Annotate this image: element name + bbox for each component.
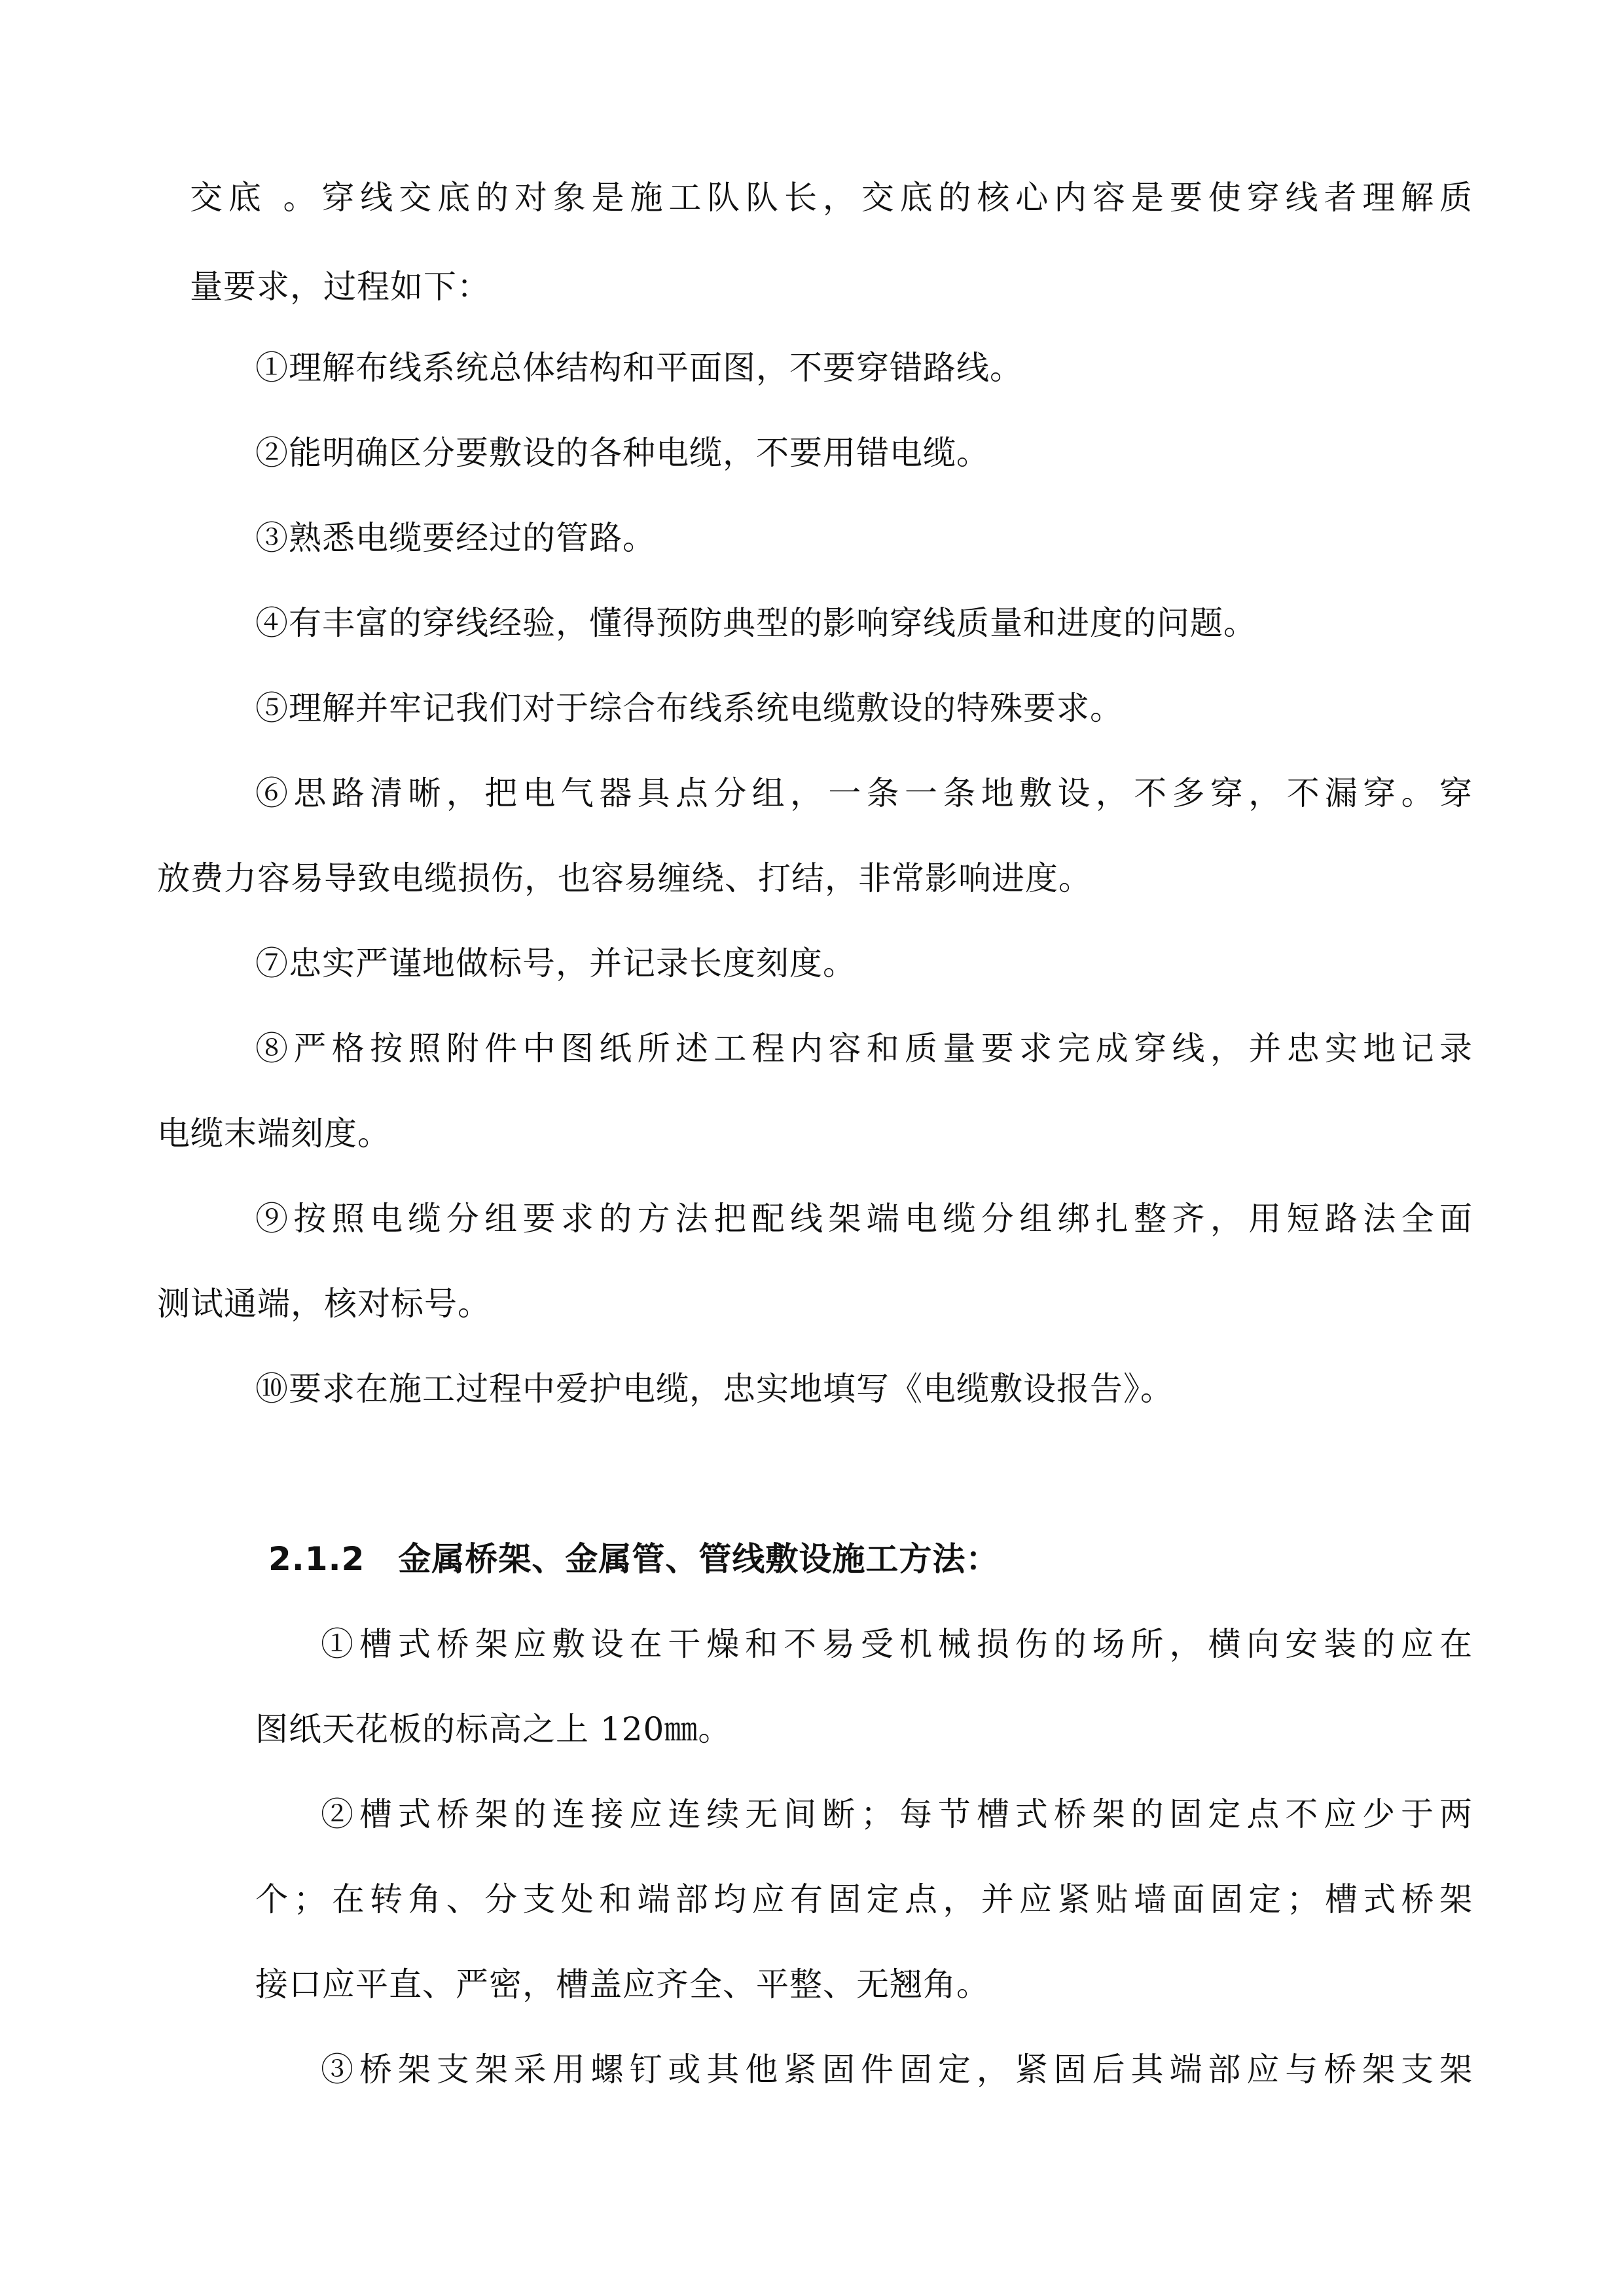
section-heading: 2.1.2 金属桥架、金属管、管线敷设施工方法： [268,1540,1000,1578]
list2-item-1-line-2: 图纸天花板的标高之上 120㎜。 [255,1710,732,1748]
list2-item-1-line-1: ①槽式桥架应敷设在干燥和不易受机械损伤的场所，横向安装的应在 [321,1625,1473,1663]
list1-item-9-line-1: ⑨按照电缆分组要求的方法把配线架端电缆分组绑扎整齐，用短路法全面 [255,1200,1473,1238]
list2-item-2-line-2: 个；在转角、分支处和端部均应有固定点，并应紧贴墙面固定；槽式桥架 [255,1880,1473,1918]
list1-item-8-line-1: ⑧严格按照附件中图纸所述工程内容和质量要求完成穿线，并忠实地记录 [255,1030,1473,1067]
list1-item-7: ⑦忠实严谨地做标号，并记录长度刻度。 [255,944,856,982]
list1-item-8-line-2: 电缆末端刻度。 [157,1115,391,1153]
list1-item-1: ①理解布线系统总体结构和平面图，不要穿错路线。 [255,349,1023,387]
list1-item-9-line-2: 测试通端，核对标号。 [157,1285,491,1323]
list2-item-3-line-1: ③桥架支架采用螺钉或其他紧固件固定，紧固后其端部应与桥架支架 [321,2051,1473,2089]
list1-item-6-line-1: ⑥思路清晰，把电气器具点分组，一条一条地敷设，不多穿，不漏穿。穿 [255,774,1473,812]
list1-item-4: ④有丰富的穿线经验，懂得预防典型的影响穿线质量和进度的问题。 [255,604,1257,642]
list1-item-3: ③熟悉电缆要经过的管路。 [255,519,656,557]
list2-item-2-line-3: 接口应平直、严密，槽盖应齐全、平整、无翘角。 [255,1965,990,2003]
list1-item-2: ②能明确区分要敷设的各种电缆，不要用错电缆。 [255,434,990,472]
intro-line-1: 交底 。穿线交底的对象是施工队队长，交底的核心内容是要使穿线者理解质 [190,179,1473,217]
list2-item-2-line-1: ②槽式桥架的连接应连续无间断；每节槽式桥架的固定点不应少于两 [321,1795,1473,1833]
list1-item-5: ⑤理解并牢记我们对于综合布线系统电缆敷设的特殊要求。 [255,689,1123,727]
list1-item-6-line-2: 放费力容易导致电缆损伤，也容易缠绕、打结，非常影响进度。 [157,859,1092,897]
intro-line-2: 量要求，过程如下： [190,268,490,306]
list1-item-10: ⑩要求在施工过程中爱护电缆，忠实地填写《电缆敷设报告》。 [255,1370,1174,1408]
